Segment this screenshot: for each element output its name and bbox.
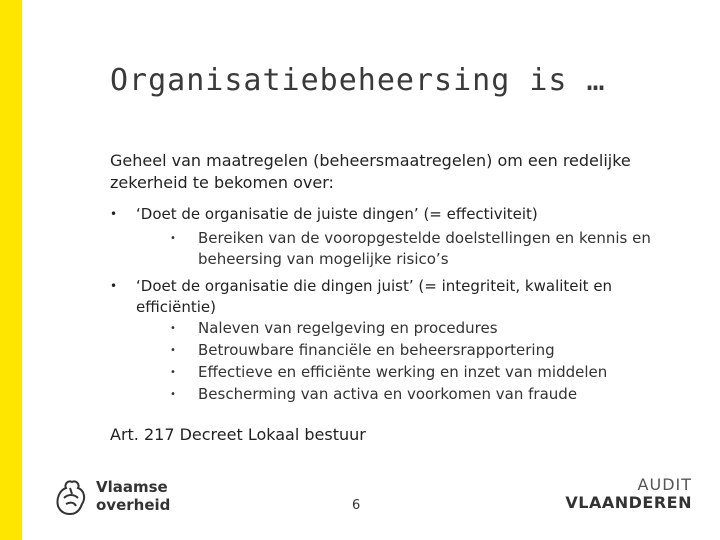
sub-bullet-text: Bereiken van de vooropgestelde doelstellingen en kennis en beheersing van mogelijke risico’s <box>198 229 651 268</box>
sub-bullet-marker: • <box>170 367 176 378</box>
bullet-text: ‘Doet de organisatie die dingen juist’ (= integriteit, kwaliteit en efficiëntie) <box>136 277 613 316</box>
audit-logo-line-2: VLAANDEREN <box>565 493 692 512</box>
sub-bullet-text: Effectieve en efficiënte werking en inzet van middelen <box>198 363 608 381</box>
accent-bar <box>0 0 22 540</box>
sub-bullet-marker: • <box>170 389 176 400</box>
sub-bullet-marker: • <box>170 323 176 334</box>
footnote-reference: Art. 217 Decreet Lokaal bestuur <box>110 425 366 444</box>
lion-icon <box>50 476 90 518</box>
logo-line-2: overheid <box>96 496 171 514</box>
audit-logo-line-1: AUDIT <box>637 475 692 494</box>
page-number: 6 <box>352 498 361 513</box>
sub-bullet-text: Bescherming van activa en voorkomen van fraude <box>198 385 578 403</box>
bullet-marker: • <box>110 279 118 293</box>
bullet-text: ‘Doet de organisatie de juiste dingen’ (= effectiviteit) <box>136 205 538 223</box>
logo-line-1: Vlaamse <box>96 478 168 496</box>
sub-bullet-marker: • <box>170 345 176 356</box>
sub-bullet-marker: • <box>170 233 176 244</box>
slide-title: Organisatiebeheersing is … <box>110 63 606 98</box>
bullet-marker: • <box>110 207 118 221</box>
vlaamse-overheid-logo <box>50 476 200 518</box>
sub-bullet-text: Naleven van regelgeving en procedures <box>198 319 498 337</box>
intro-text: Geheel van maatregelen (beheersmaatregelen) om een redelijke zekerheid te bekomen over: <box>110 151 631 192</box>
sub-bullet-text: Betrouwbare financiële en beheersrapportering <box>198 341 555 359</box>
audit-vlaanderen-logo <box>565 476 692 512</box>
